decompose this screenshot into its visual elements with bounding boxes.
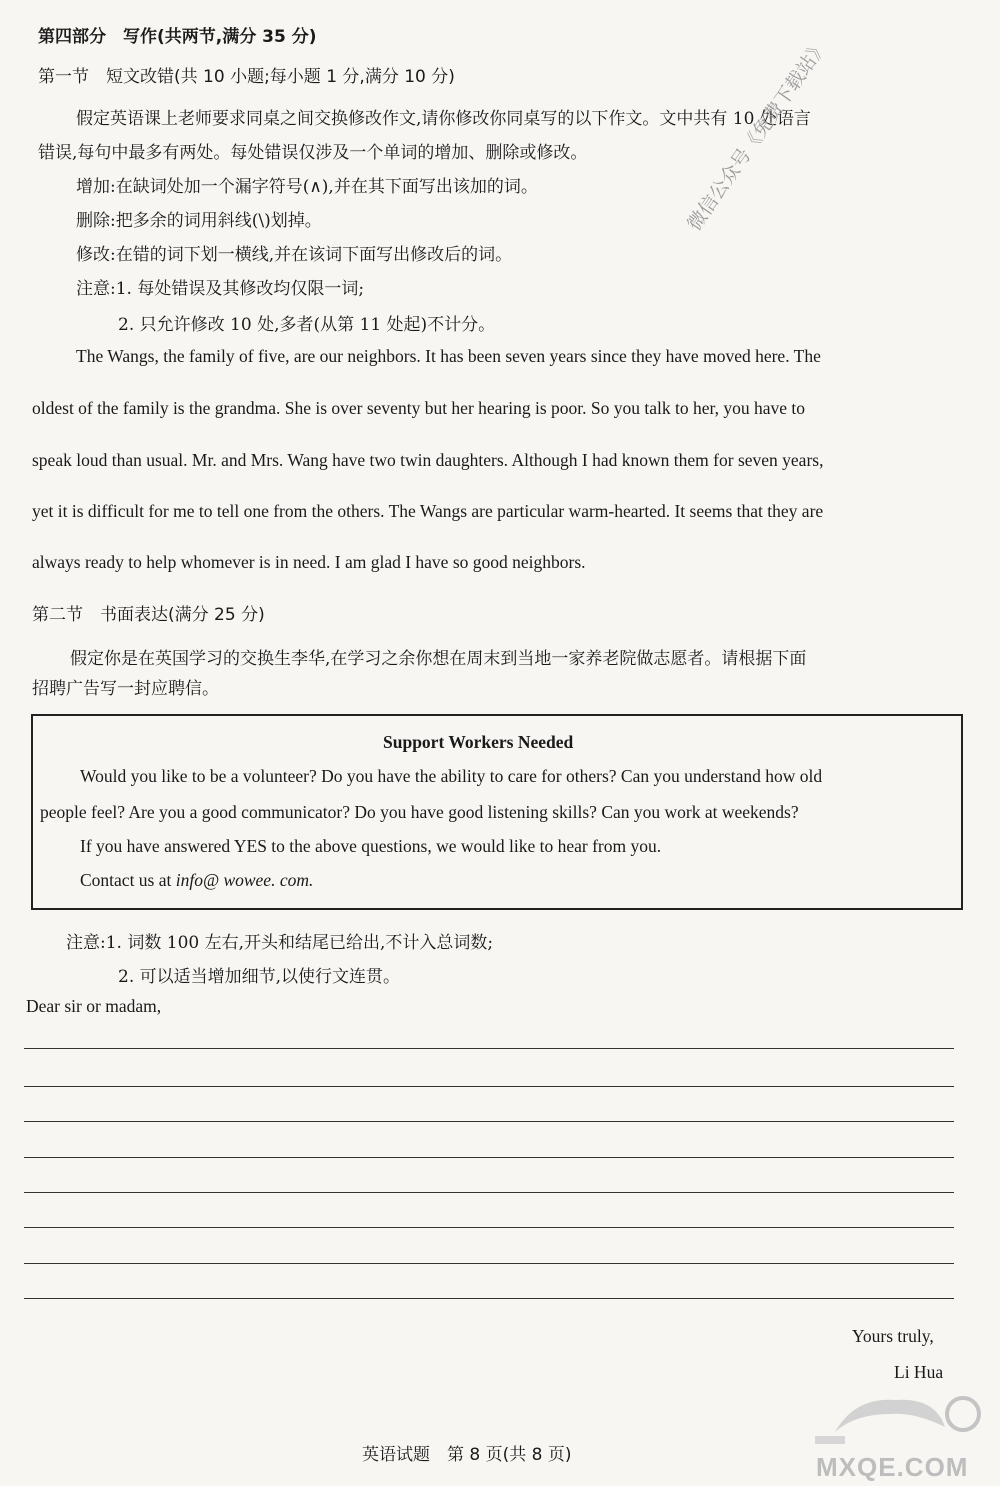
advert-line-3: If you have answered YES to the above questions, we would like to hear from you. (80, 836, 662, 856)
passage-line-1: The Wangs, the family of five, are our neighbors. It has been seven years since they have moved here. The (76, 346, 821, 366)
writing-line (24, 1086, 954, 1087)
page-footer: 英语试题 第 8 页(共 8 页) (362, 1445, 572, 1465)
section2-intro-line2: 招聘广告写一封应聘信。 (32, 679, 219, 699)
section1-title: 第一节 短文改错(共 10 小题;每小题 1 分,满分 10 分) (38, 67, 455, 87)
signature: Li Hua (894, 1362, 944, 1382)
advert-contact (80, 870, 313, 891)
writing-line (24, 1121, 954, 1122)
site-logo-text: MXQE.COM (816, 1452, 969, 1482)
advert-line-2: people feel? Are you a good communicator? Do you have good listening skills? Can you work at weekends? (40, 802, 799, 822)
section2-intro-line1: 假定你是在英国学习的交换生李华,在学习之余你想在周末到当地一家养老院做志愿者。请根据下面 (70, 649, 807, 669)
advert-contact-prefix: Contact us at (80, 870, 176, 890)
writing-line (24, 1048, 954, 1049)
passage-line-4: yet it is difficult for me to tell one from the others. The Wangs are particular warm-hearted. It seems that they are (32, 501, 824, 521)
writing-line (24, 1227, 954, 1228)
writing-line (24, 1298, 954, 1299)
salutation: Dear sir or madam, (26, 996, 162, 1016)
section1-note2: 2. 只允许修改 10 处,多者(从第 11 处起)不计分。 (118, 315, 496, 335)
writing-line (24, 1192, 954, 1193)
passage-line-5: always ready to help whomever is in need. I am glad I have so good neighbors. (32, 552, 586, 572)
writing-line (24, 1263, 954, 1264)
delete-rule: 删除:把多余的词用斜线(\)划掉。 (76, 211, 322, 231)
watermark: 微信公众号《免费下载站》 (683, 35, 833, 235)
passage-line-3: speak loud than usual. Mr. and Mrs. Wang have two twin daughters. Although I had known them for seven years, (32, 450, 824, 470)
add-rule: 增加:在缺词处加一个漏字符号(∧),并在其下面写出该加的词。 (76, 177, 538, 197)
part-title: 第四部分 写作(共两节,满分 35 分) (38, 27, 317, 47)
modify-rule: 修改:在错的词下划一横线,并在该词下面写出修改后的词。 (76, 245, 513, 265)
closing: Yours truly, (852, 1326, 934, 1346)
writing-line (24, 1157, 954, 1158)
section2-note1: 注意:1. 词数 100 左右,开头和结尾已给出,不计入总词数; (66, 933, 494, 953)
section2-note2: 2. 可以适当增加细节,以使行文连贯。 (118, 967, 401, 987)
advert-line-1: Would you like to be a volunteer? Do you have the ability to care for others? Can you understand how old (80, 766, 823, 786)
passage-line-2: oldest of the family is the grandma. She is over seventy but her hearing is poor. So you talk to her, you have to (32, 398, 806, 418)
section1-intro-line2: 错误,每句中最多有两处。每处错误仅涉及一个单词的增加、删除或修改。 (38, 143, 588, 163)
section1-note1: 注意:1. 每处错误及其修改均仅限一词; (76, 279, 365, 299)
advert-title: Support Workers Needed (383, 732, 574, 752)
section1-intro-line1: 假定英语课上老师要求同桌之间交换修改作文,请你修改你同桌写的以下作文。文中共有 10 处语言 (76, 109, 811, 129)
advert-email: info@ wowee. com. (175, 870, 314, 890)
section2-title: 第二节 书面表达(满分 25 分) (32, 605, 265, 625)
